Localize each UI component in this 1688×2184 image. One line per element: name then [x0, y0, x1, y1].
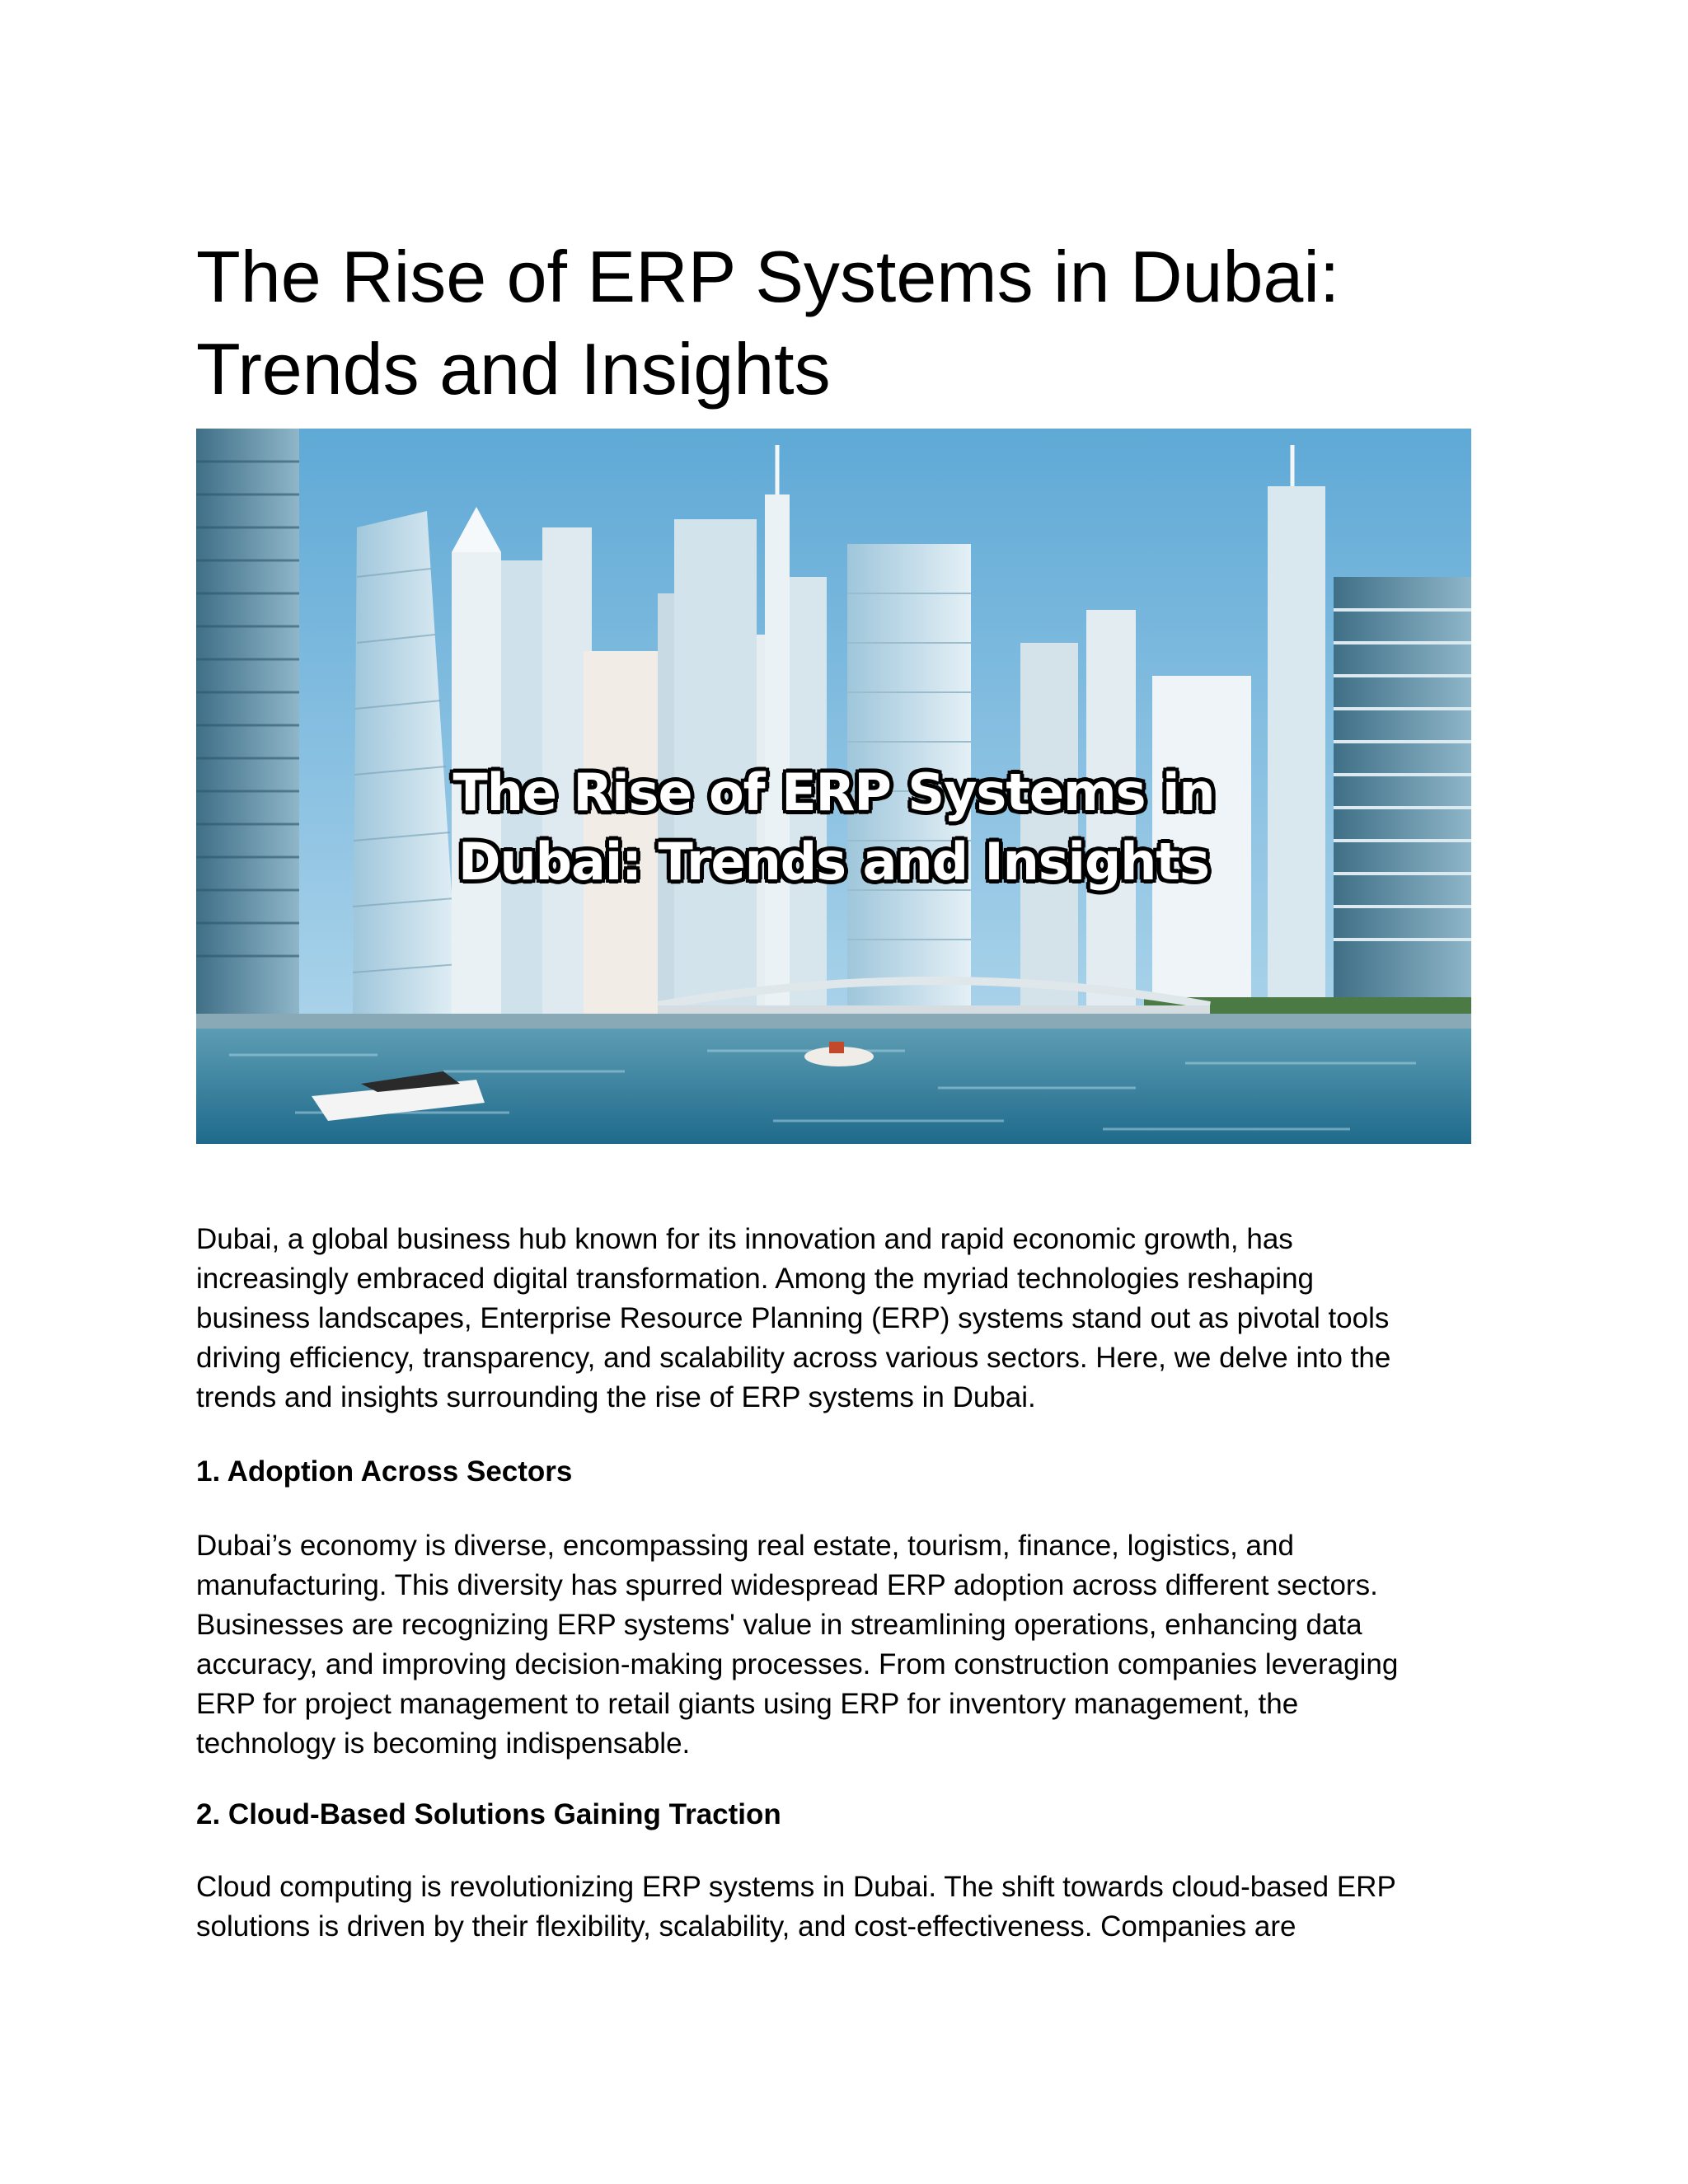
intro-line: business landscapes, Enterprise Resource Planning (ERP) systems stand out as pivotal tools [196, 1302, 1390, 1334]
intro-paragraph [196, 1220, 1490, 1418]
paragraph-line: solutions is driven by their flexibility, scalability, and cost-effectiveness. Companies are [196, 1910, 1296, 1943]
intro-line: Dubai, a global business hub known for its innovation and rapid economic growth, has [196, 1223, 1293, 1255]
section-heading-adoption: 1. Adoption Across Sectors [196, 1455, 573, 1488]
paragraph-line: Businesses are recognizing ERP systems' value in streamlining operations, enhancing data [196, 1609, 1362, 1641]
document-title [196, 231, 1515, 415]
intro-line: trends and insights surrounding the rise of ERP systems in Dubai. [196, 1381, 1036, 1413]
paragraph-line: manufacturing. This diversity has spurred widespread ERP adoption across different sectors. [196, 1569, 1378, 1601]
hero-image-caption [196, 758, 1471, 897]
hero-caption-line-2: Dubai: Trends and Insights [458, 832, 1209, 892]
intro-line: increasingly embraced digital transformation. Among the myriad technologies reshaping [196, 1263, 1315, 1295]
paragraph-line: technology is becoming indispensable. [196, 1727, 691, 1760]
section-heading-cloud: 2. Cloud-Based Solutions Gaining Traction [196, 1798, 781, 1830]
paragraph-line: Dubai’s economy is diverse, encompassing real estate, tourism, finance, logistics, and [196, 1530, 1294, 1562]
paragraph-line: Cloud computing is revolutionizing ERP systems in Dubai. The shift towards cloud-based ERP [196, 1871, 1396, 1903]
paragraph-line: ERP for project management to retail giants using ERP for inventory management, the [196, 1688, 1299, 1720]
intro-line: driving efficiency, transparency, and scalability across various sectors. Here, we delve into the [196, 1342, 1391, 1374]
hero-caption-line-1: The Rise of ERP Systems in [452, 762, 1215, 823]
hero-image [196, 429, 1471, 1144]
section-paragraph-cloud [196, 1868, 1490, 1947]
title-line-2: Trends and Insights [196, 328, 831, 410]
paragraph-line: accuracy, and improving decision-making processes. From construction companies leveraging [196, 1648, 1399, 1680]
section-paragraph-adoption [196, 1526, 1490, 1764]
title-line-1: The Rise of ERP Systems in Dubai: [196, 236, 1340, 317]
